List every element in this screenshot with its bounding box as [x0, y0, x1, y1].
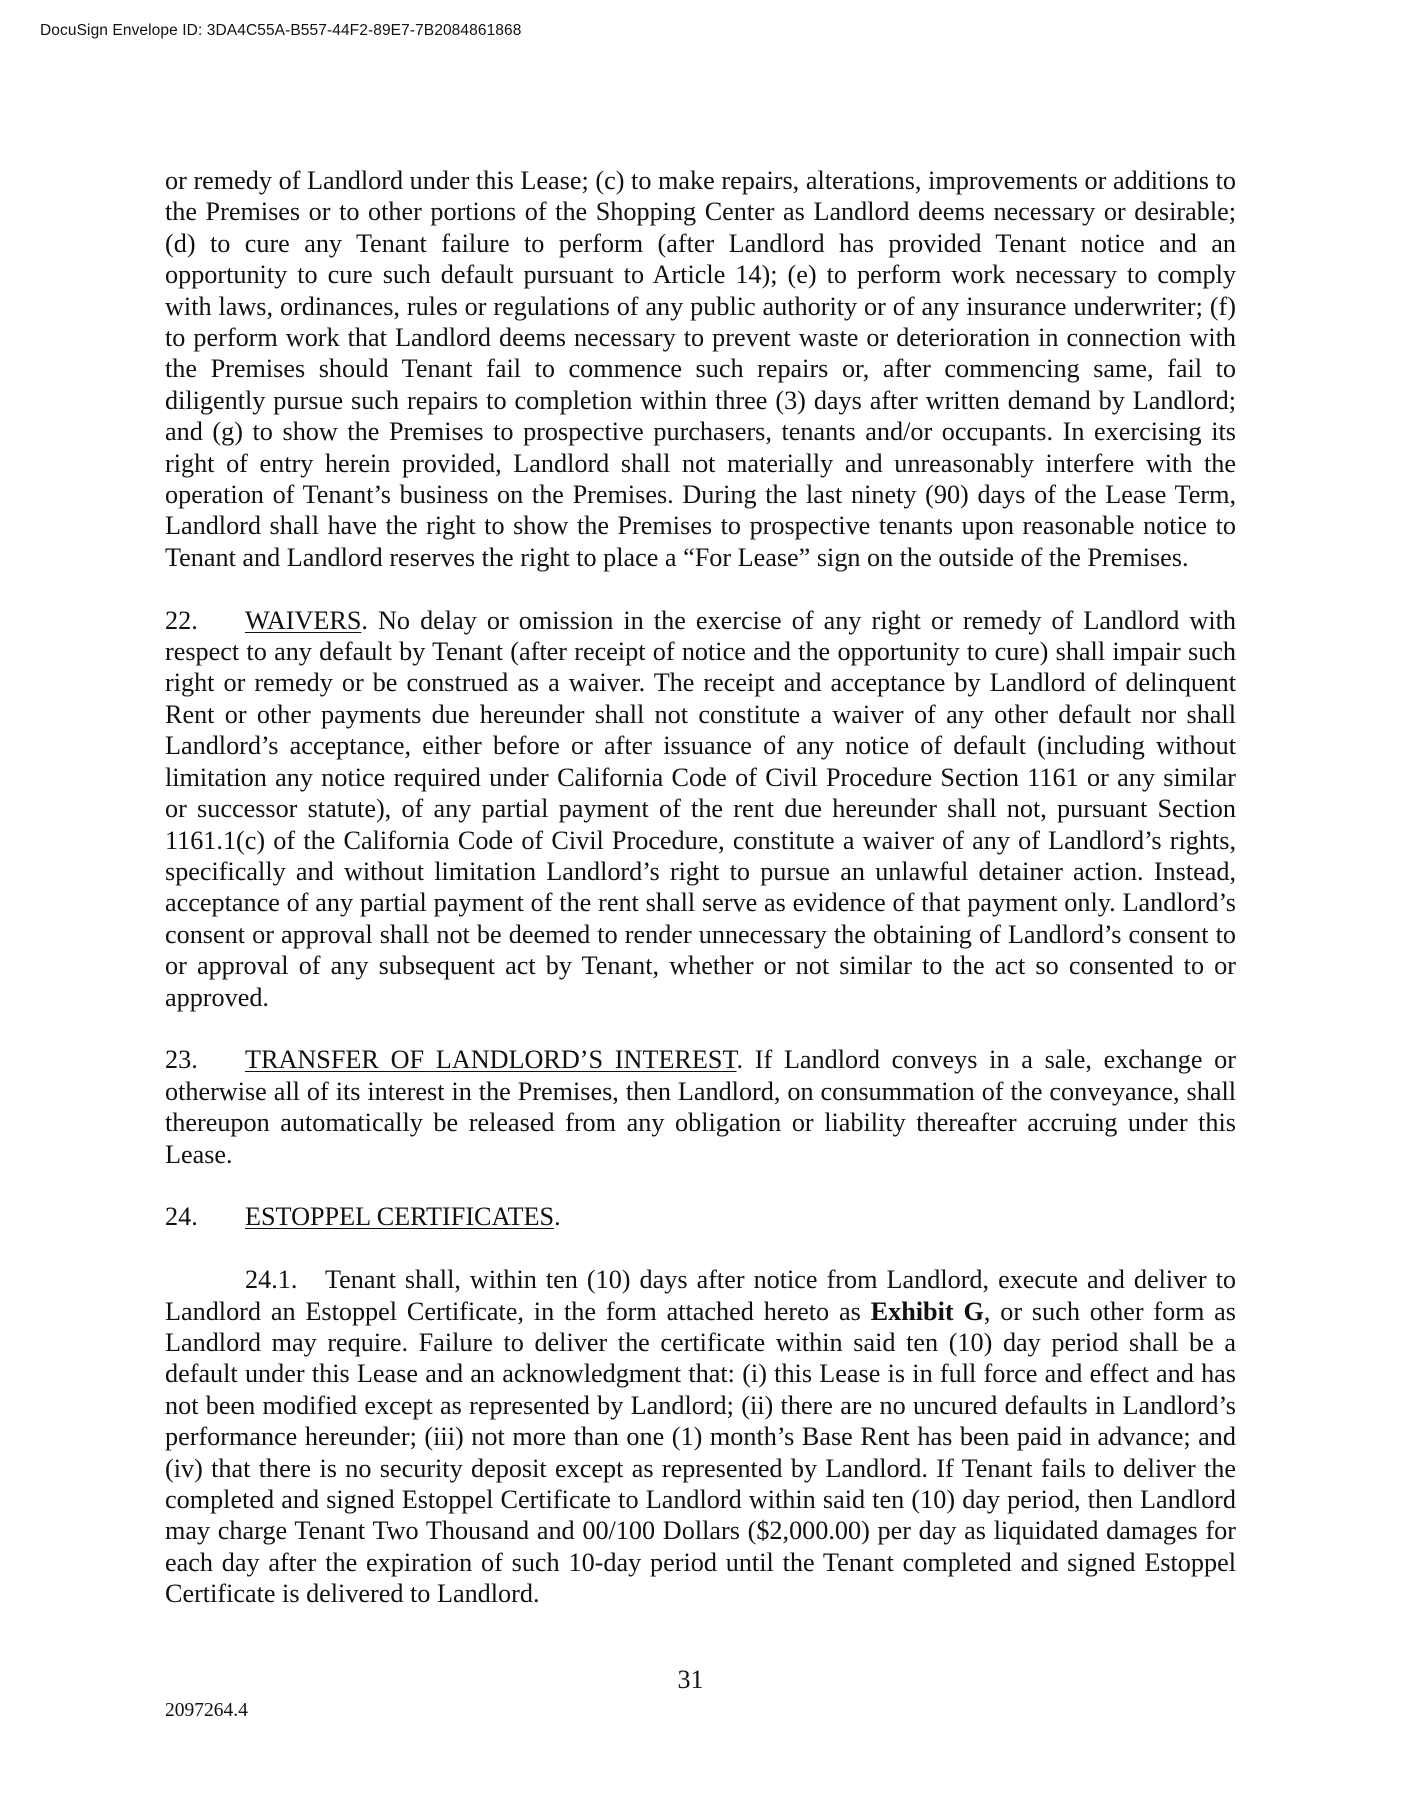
section-heading: ESTOPPEL CERTIFICATES	[245, 1202, 555, 1232]
paragraph-continuation	[165, 165, 1236, 573]
section-24-estoppel	[165, 1201, 1236, 1232]
subsection-24-1	[165, 1264, 1236, 1609]
section-text: . No delay or omission in the exercise of any right or remedy of Landlord with respect to any default by Tenant (after receipt of notice and the opportunity to cure) shall impair such right or remedy or be construed as a waiver. The receipt and acceptance by Landlord of delinquent Rent or other payments due hereunder shall not constitute a waiver of any other default nor shall Landlord’s acceptance, either before or after issuance of any notice of default (including without limitation any notice required under California Code of Civil Procedure Section 1161 or any similar or successor statute), of any partial payment of the rent due hereunder shall not, pursuant Section 1161.1(c) of the California Code of Civil Procedure, constitute a waiver of any of Landlord’s rights, specifically and without limitation Landlord’s right to pursue an unlawful detainer action. Instead, acceptance of any partial payment of the rent shall serve as evidence of that payment only. Landlord’s consent or approval shall not be deemed to render unnecessary the obtaining of Landlord’s consent to or approval of any subsequent act by Tenant, whether or not similar to the act so consented to or approved.	[165, 605, 1236, 1012]
exhibit-reference: Exhibit G	[870, 1296, 984, 1326]
document-id: 2097264.4	[165, 1700, 248, 1721]
subsection-text-part1: Tenant shall, within ten (10) days after notice from Landlord, execute and deliver to Landlord an Estoppel Certificate, in the form attached hereto as	[165, 1265, 1236, 1326]
section-number: 22.	[165, 605, 198, 635]
document-body	[165, 165, 1236, 1641]
docusign-envelope-id: DocuSign Envelope ID: 3DA4C55A-B557-44F2-89E7-7B2084861868	[40, 22, 522, 39]
page-number: 31	[677, 1665, 704, 1694]
section-23-transfer	[165, 1044, 1236, 1170]
subsection-text-part2: , or such other form as Landlord may require. Failure to deliver the certificate within said ten (10) day period shall be a default under this Lease and an acknowledgment that: (i) this Lease is in full force and effect and has not been modified except as represented by Landlord; (ii) there are no uncured defaults in Landlord’s performance hereunder; (iii) not more than one (1) month’s Base Rent has been paid in advance; and (iv) that there is no security deposit except as represented by Landlord. If Tenant fails to deliver the completed and signed Estoppel Certificate to Landlord within said ten (10) day period, then Landlord may charge Tenant Two Thousand and 00/100 Dollars ($2,000.00) per day as liquidated damages for each day after the expiration of such 10-day period until the Tenant completed and signed Estoppel Certificate is delivered to Landlord.	[165, 1296, 1236, 1609]
section-text: . If Landlord conveys in a sale, exchange or otherwise all of its interest in the Premises, then Landlord, on consummation of the conveyance, shall thereupon automatically be released from any obligation or liability thereafter accruing under this Lease.	[165, 1045, 1236, 1169]
section-22-waivers	[165, 605, 1236, 1013]
subsection-number: 24.1.	[245, 1265, 298, 1295]
section-text: .	[554, 1202, 561, 1232]
section-heading: TRANSFER OF LANDLORD’S INTEREST	[245, 1045, 737, 1075]
section-heading: WAIVERS	[245, 605, 362, 635]
section-number: 23.	[165, 1045, 198, 1075]
section-number: 24.	[165, 1202, 198, 1232]
paragraph-text: or remedy of Landlord under this Lease; (c) to make repairs, alterations, improvements or additions to the Premises or to other portions of the Shopping Center as Landlord deems necessary or desirable; (d) to cure any Tenant failure to perform (after Landlord has provided Tenant notice and an opportunity to cure such default pursuant to Article 14); (e) to perform work necessary to comply with laws, ordinances, rules or regulations of any public authority or of any insurance underwriter; (f) to perform work that Landlord deems necessary to prevent waste or deterioration in connection with the Premises should Tenant fail to commence such repairs or, after commencing same, fail to diligently pursue such repairs to completion within three (3) days after written demand by Landlord; and (g) to show the Premises to prospective purchasers, tenants and/or occupants. In exercising its right of entry herein provided, Landlord shall not materially and unreasonably interfere with the operation of Tenant’s business on the Premises. During the last ninety (90) days of the Lease Term, Landlord shall have the right to show the Premises to prospective tenants upon reasonable notice to Tenant and Landlord reserves the right to place a “For Lease” sign on the outside of the Premises.	[165, 166, 1236, 572]
